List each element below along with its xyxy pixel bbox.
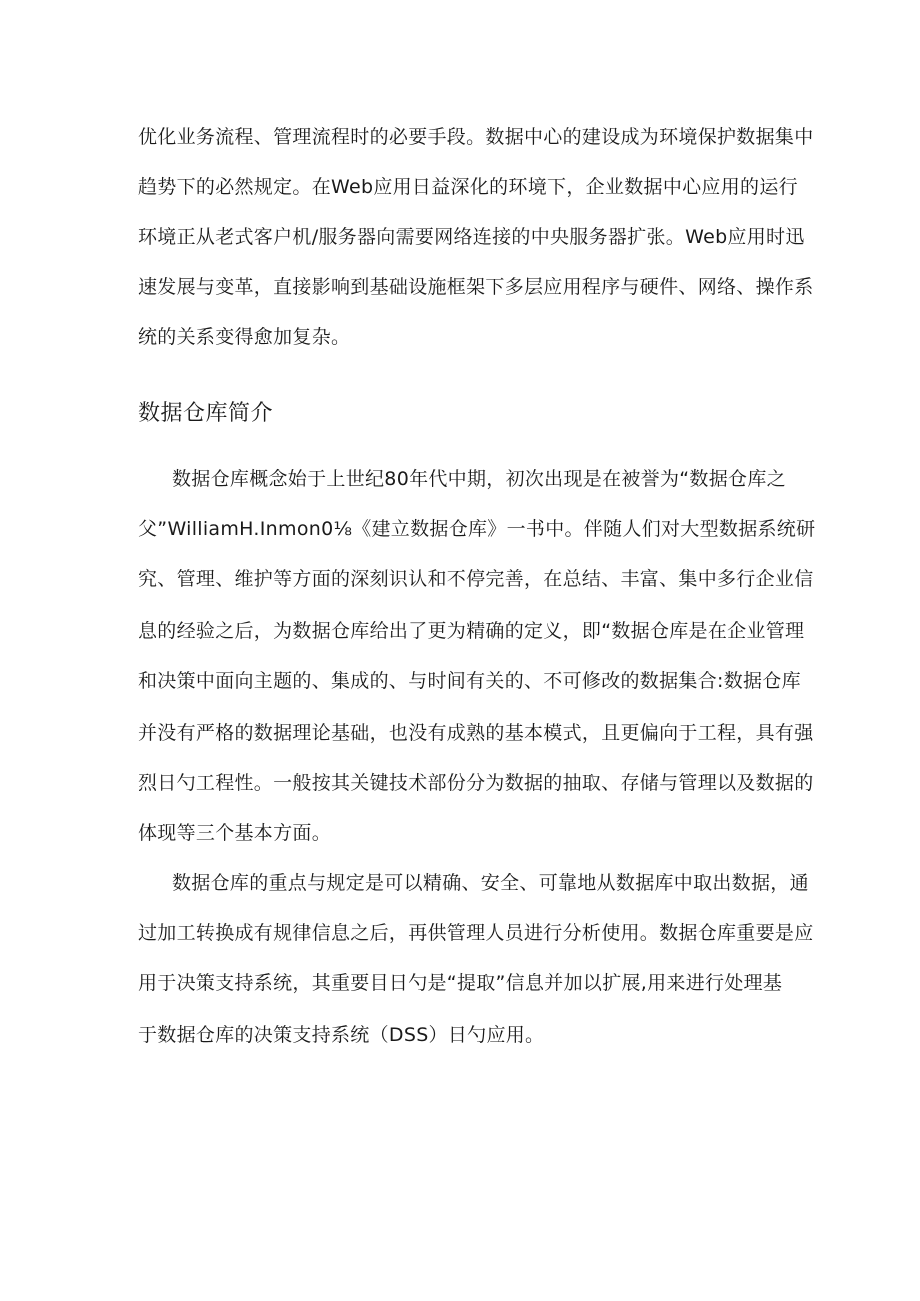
paragraph2-line-4: 于数据仓库的决策支持系统（DSS）日勺应用。 [138, 1024, 545, 1046]
paragraph2-line-1: 数据仓库的重点与规定是可以精确、安全、可靠地从数据库中取出数据，通 [172, 872, 809, 894]
paragraph1-line-6: 并没有严格的数据理论基础，也没有成熟的基本模式，且更偏向于工程，具有强 [138, 722, 814, 744]
section-heading: 数据仓库简介 [138, 401, 274, 426]
paragraph1-line-3: 究、管理、维护等方面的深刻识认和不停完善，在总结、丰富、集中多行企业信 [138, 568, 814, 590]
intro-line-5: 统的关系变得愈加复杂。 [138, 326, 351, 348]
paragraph1-line-8: 体现等三个基本方面。 [138, 822, 332, 844]
paragraph2-line-3: 用于决策支持系统，其重要目日勺是“提取”信息并加以扩展,用来进行处理基 [138, 972, 783, 994]
paragraph1-line-5: 和决策中面向主题的、集成的、与时间有关的、不可修改的数据集合:数据仓库 [138, 670, 801, 692]
intro-line-1: 优化业务流程、管理流程时的必要手段。数据中心的建设成为环境保护数据集中 [138, 126, 814, 148]
intro-line-3: 环境正从老式客户机/服务器向需要网络连接的中央服务器扩张。Web应用时迅 [138, 226, 805, 248]
paragraph2-line-2: 过加工转换成有规律信息之后，再供管理人员进行分析使用。数据仓库重要是应 [138, 922, 814, 944]
intro-line-2: 趋势下的必然规定。在Web应用日益深化的环境下，企业数据中心应用的运行 [138, 176, 798, 198]
paragraph1-line-7: 烈日勺工程性。一般按其关键技术部份分为数据的抽取、存储与管理以及数据的 [138, 772, 814, 794]
paragraph1-line-4: 息的经验之后，为数据仓库给出了更为精确的定义，即“数据仓库是在企业管理 [138, 620, 805, 642]
paragraph1-line-1: 数据仓库概念始于上世纪80年代中期，初次出现是在被誉为“数据仓库之 [172, 468, 786, 490]
paragraph1-line-2: 父”WilliamH.Inmon0⅛《建立数据仓库》一书中。伴随人们对大型数据系统研 [138, 518, 816, 540]
intro-line-4: 速发展与变革，直接影响到基础设施框架下多层应用程序与硬件、网络、操作系 [138, 276, 814, 298]
